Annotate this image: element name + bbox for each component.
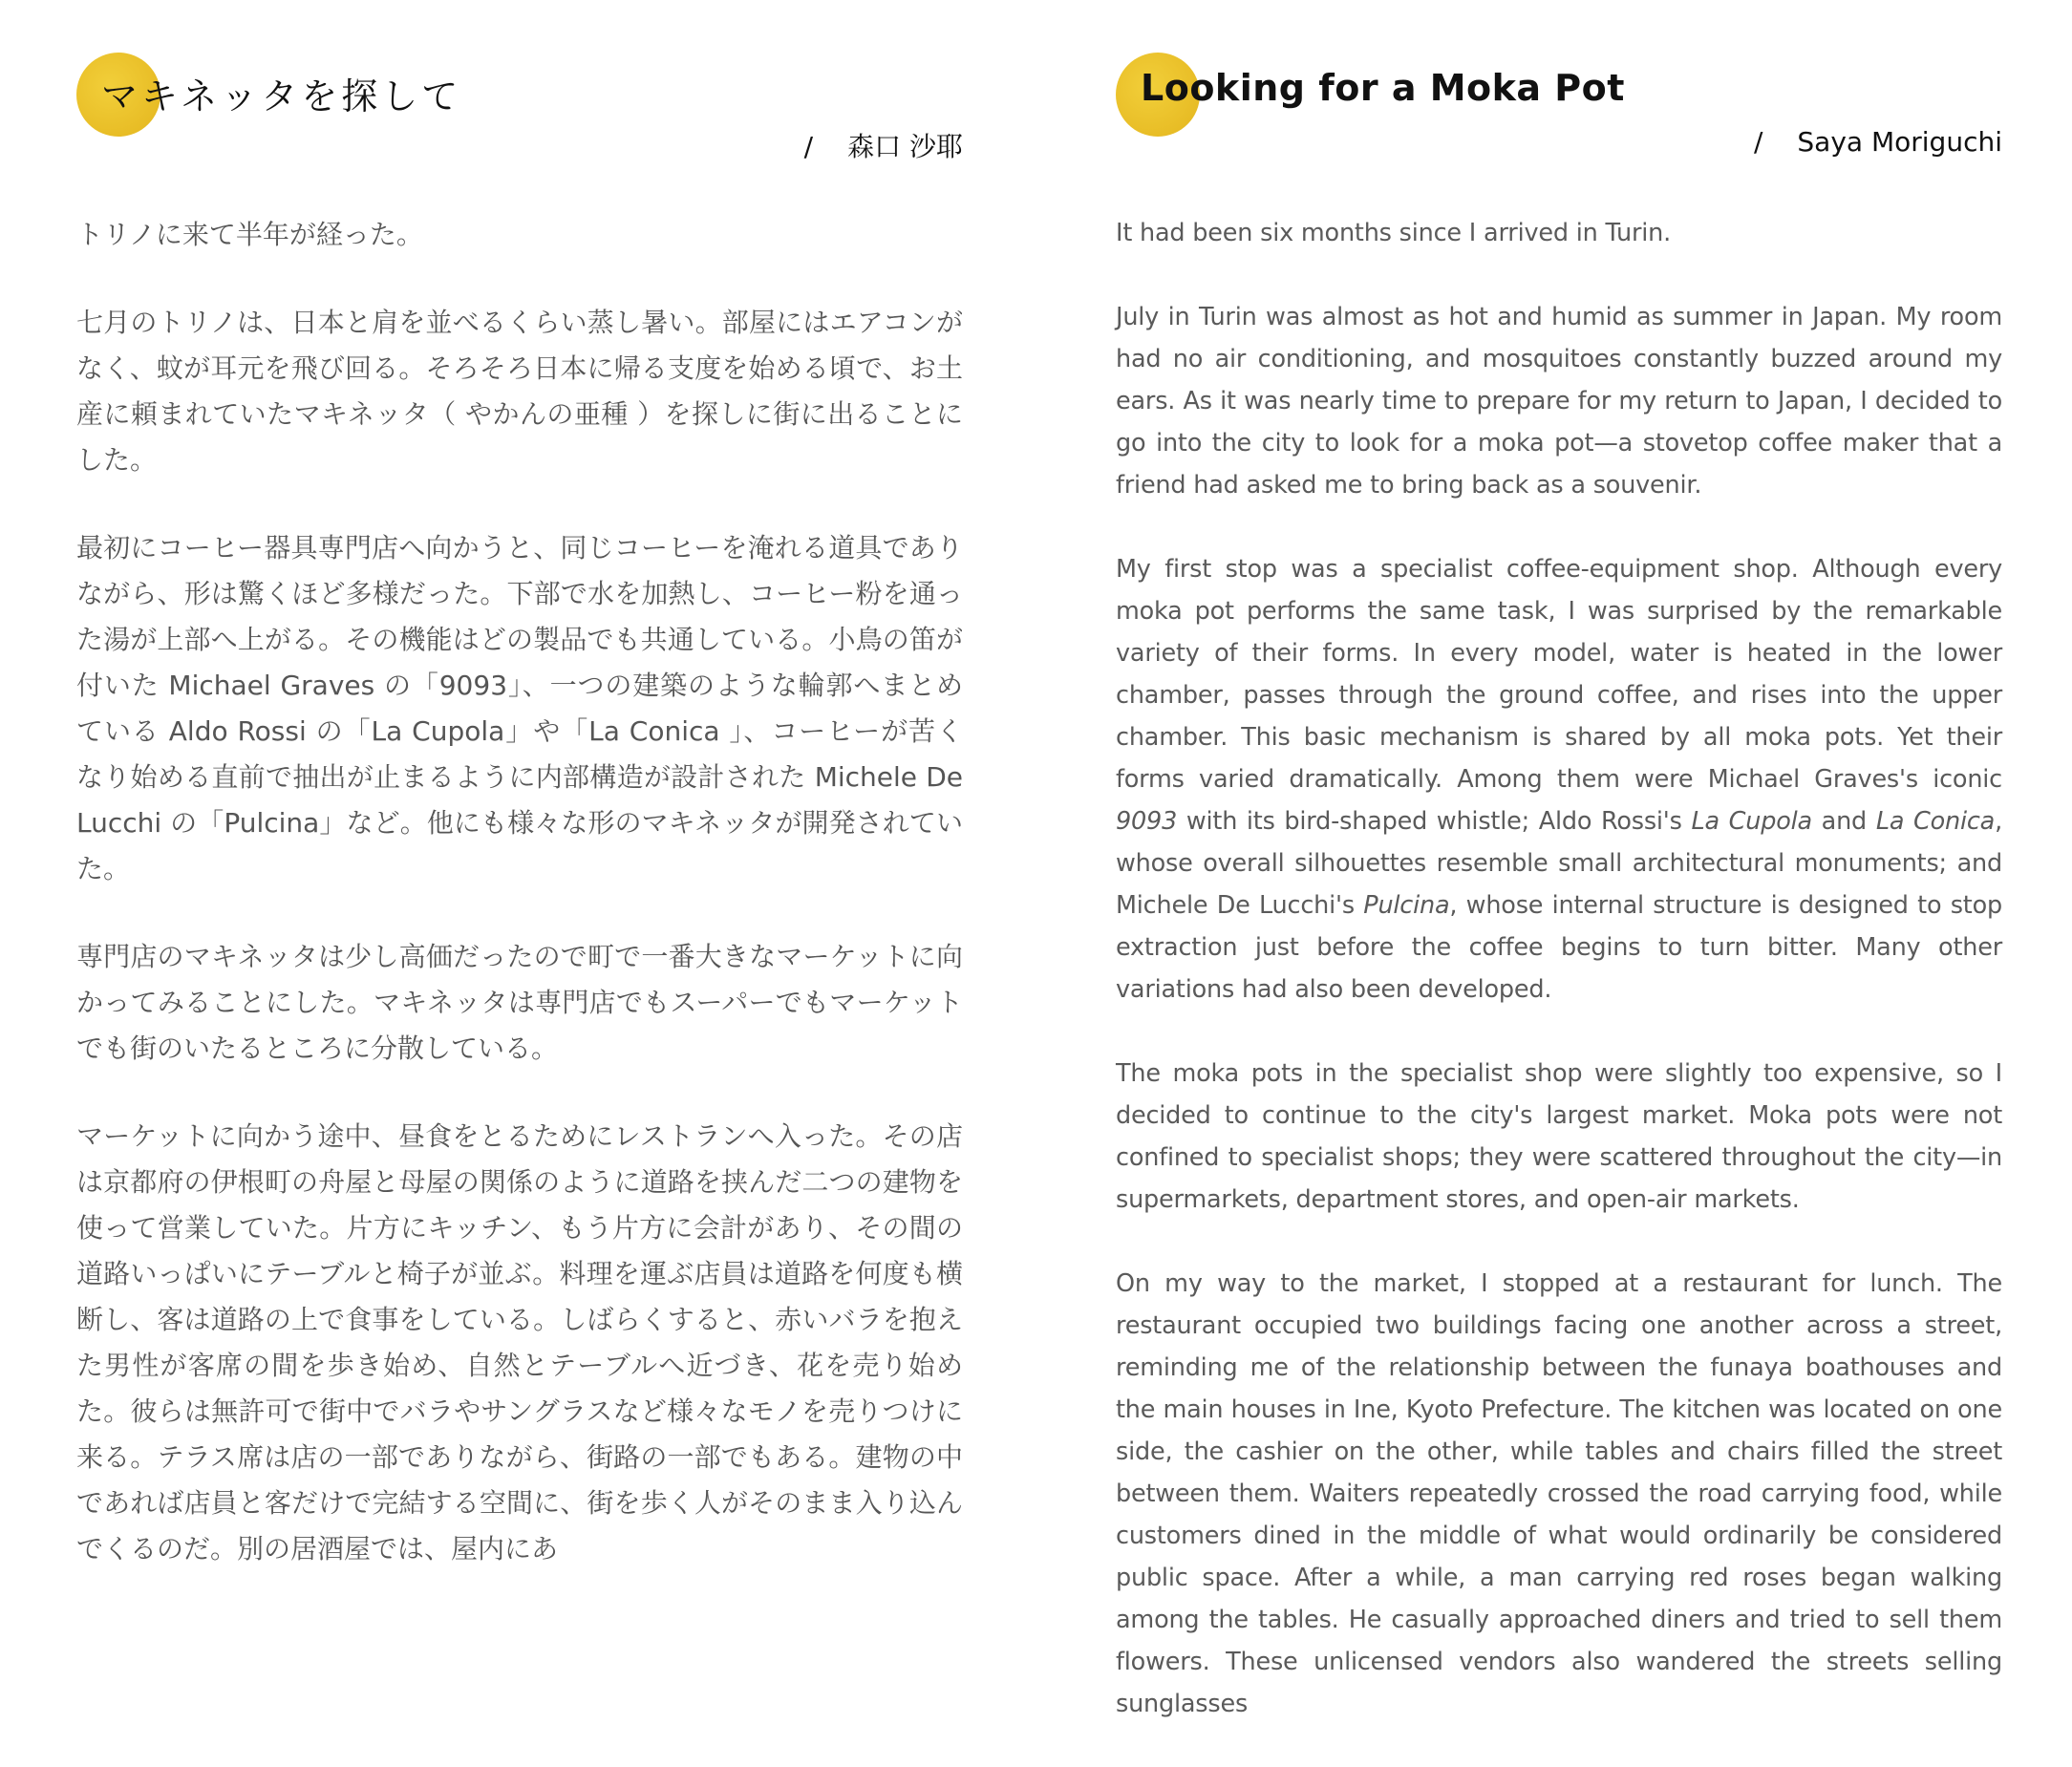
product-name: Pulcina bbox=[1363, 891, 1450, 920]
text-run: and bbox=[1811, 807, 1876, 836]
english-paragraph: It had been six months since I arrived in Turin. bbox=[1116, 219, 1671, 247]
text-run: My first stop was a specialist coffee-equipment shop. Although every moka pot performs the same task, I was surprised by the remarkable variety of their forms. In every model, water is heated in the lower chamber, passes through the ground coffee, and rises into the upper chamber. This basic mechanism is shared by all moka pots. Yet their forms varied dramatically. Among them were Michael Graves's iconic bbox=[1116, 555, 2002, 794]
english-title: Looking for a Moka Pot bbox=[1141, 67, 1625, 109]
japanese-paragraph: 七月のトリノは、日本と肩を並べるくらい蒸し暑い。部屋にはエアコンがなく、蚊が耳元を飛び回る。そろそろ日本に帰る支度を始める頃で、お土産に頼まれていたマキネッタ（ やかんの亜種 ）を探しに街に出ることにした。 bbox=[76, 307, 963, 476]
text-run: , whose overall silhouettes resemble small architectural monuments; and Michele De Lucchi's bbox=[1116, 807, 2003, 920]
text-run: , whose internal structure is designed to stop extraction just before the coffee begins to turn bitter. Many other variations had also been developed. bbox=[1116, 891, 2002, 1004]
japanese-title: マキネッタを探して bbox=[101, 75, 462, 117]
english-header bbox=[1116, 0, 2002, 158]
japanese-header bbox=[76, 0, 963, 162]
author-slash: / bbox=[803, 131, 814, 162]
japanese-paragraph: マーケットに向かう途中、昼食をとるためにレストランへ入った。その店は京都府の伊根町の舟屋と母屋の関係のように道路を挟んだ二つの建物を使って営業していた。片方にキッチン、もう片方に会計があり、その間の道路いっぱいにテーブルと椅子が並ぶ。料理を運ぶ店員は道路を何度も横断し、客は道路の上で食事をしている。しばらくすると、赤いバラを抱えた男性が客席の間を歩き始め、自然とテーブルへ近づき、花を売り始めた。彼らは無許可で街中でバラやサングラスなど様々なモノを売りつけに来る。テラス席は店の一部でありながら、街路の一部でもある。建物の中であれば店員と客だけで完結する空間に、街を歩く人がそのまま入り込んでくるのだ。別の居酒屋では、屋内にあ bbox=[76, 1120, 963, 1565]
english-body bbox=[1116, 212, 2002, 1767]
japanese-paragraph: 専門店のマキネッタは少し高価だったので町で一番大きなマーケットに向かってみることにした。マキネッタは専門店でもスーパーでもマーケットでも街のいたるところに分散している。 bbox=[76, 941, 963, 1064]
japanese-column bbox=[76, 0, 963, 1565]
author-slash: / bbox=[1753, 126, 1763, 158]
japanese-author-name: 森口 沙耶 bbox=[847, 131, 963, 162]
english-paragraph bbox=[1116, 548, 2002, 1011]
text-run: with its bird-shaped whistle; Aldo Rossi's bbox=[1177, 807, 1692, 836]
japanese-author bbox=[804, 126, 963, 164]
english-column bbox=[1116, 0, 2003, 1718]
japanese-body bbox=[76, 212, 963, 1614]
english-paragraph: On my way to the market, I stopped at a restaurant for lunch. The restaurant occupied two buildings facing one another across a street, reminding me of the relationship between the funaya boathouses and the main houses in Ine, Kyoto Prefecture. The kitchen was located on one side, the cashier on the other, while tables and chairs filled the street between them. Waiters repeatedly crossed the road carrying food, while customers dined in the middle of what would ordinarily be considered public space. After a while, a man carrying red roses began walking among the tables. He casually approached diners and tried to sell them flowers. These unlicensed vendors also wandered the streets selling sunglasses bbox=[1116, 1269, 2002, 1718]
japanese-paragraph: 最初にコーヒー器具専門店へ向かうと、同じコーヒーを淹れる道具でありながら、形は驚くほど多様だった。下部で水を加熱し、コーヒー粉を通った湯が上部へ上がる。その機能はどの製品でも共通している。小鳥の笛が付いた Michael Graves の「9093」、一つの建築のような輪郭へまとめている Aldo Rossi の「La Cupola」や「La Conica 」、コーヒーが苦くなり始める直前で抽出が止まるように内部構造が設計された Michele De Lucchi の「Pulcina」など。他にも様々な形のマキネッタが開発されていた。 bbox=[76, 532, 963, 884]
english-paragraph: July in Turin was almost as hot and humid as summer in Japan. My room had no air conditioning, and mosquitoes constantly buzzed around my ears. As it was nearly time to prepare for my return to Japan, I decided to go into the city to look for a moka pot—a stovetop coffee maker that a friend had asked me to bring back as a souvenir. bbox=[1116, 303, 2002, 500]
product-name: La Conica bbox=[1875, 807, 1996, 836]
english-author bbox=[1754, 126, 2002, 158]
japanese-paragraph: トリノに来て半年が経った。 bbox=[76, 219, 423, 250]
product-name: 9093 bbox=[1116, 807, 1178, 836]
english-author-name: Saya Moriguchi bbox=[1797, 126, 2002, 158]
product-name: La Cupola bbox=[1691, 807, 1812, 836]
english-paragraph: The moka pots in the specialist shop were slightly too expensive, so I decided to continue to the city's largest market. Moka pots were not confined to specialist shops; they were scattered throughout the city—in supermarkets, department stores, and open-air markets. bbox=[1116, 1059, 2002, 1214]
